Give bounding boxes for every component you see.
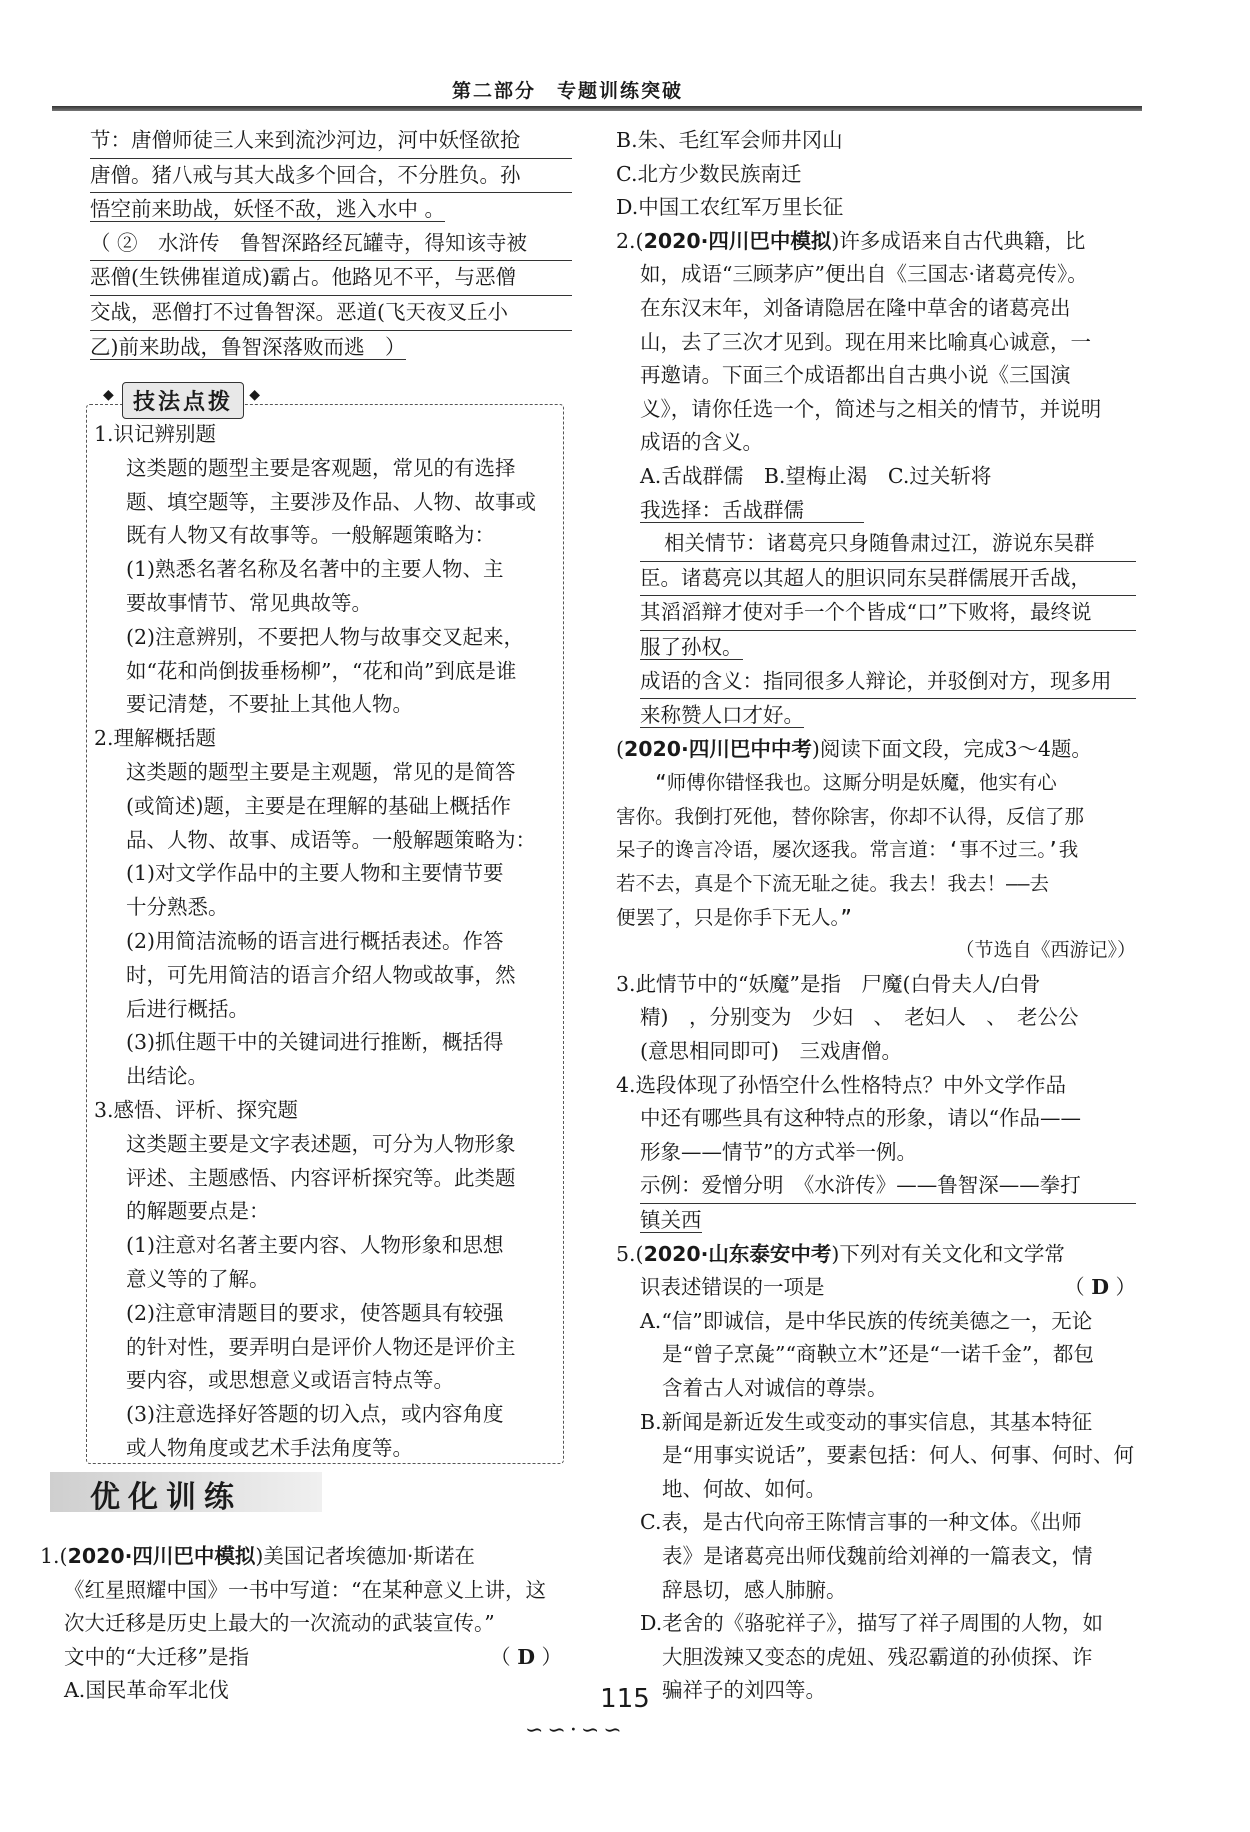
reading-line: 便罢了，只是你手下无人。” [616,905,852,929]
tips-line: 既有人物又有故事等。一般解题策略为： [126,523,495,548]
q1-source: 2020·四川巴中模拟 [67,1544,256,1568]
tips-title: ◆ 技法点拨 ◆ [122,382,244,419]
text-line: 乙)前来助战，鲁智深落败而逃 ） [90,334,406,359]
reading-passage [616,766,1136,934]
tips-line: 题、填空题等，主要涉及作品、人物、故事或 [126,489,536,514]
tips-line: 出结论。 [126,1064,208,1089]
reading-line: 若不去，真是个下流无耻之徒。我去！我去！——去 [616,872,1049,896]
tips-line: (1)熟悉名著名称及名著中的主要人物、主 [126,557,504,582]
tips-line: (2)用简洁流畅的语言进行概括表述。作答 [126,928,504,953]
tips-line: 这类题的题型主要是主观题，常见的是简答 [126,759,516,784]
tips-heading: 2.理解概括题 [94,726,217,751]
tips-line: 意义等的了解。 [126,1266,270,1291]
q2-line: 义》，请你任选一个，简述与之相关的情节，并说明 [640,396,1102,421]
q2-meaning-line: 成语的含义：指同很多人辩论，并驳倒对方，现多用 [616,665,1136,700]
q5-option-line: 大胆泼辣又变态的虎妞、残忍霸道的孙侦探、诈 [662,1644,1093,1669]
q5-option-line: 骗祥子的刘四等。 [662,1678,826,1703]
q5-option-line: 地、何故、如何。 [662,1476,826,1501]
q2-line: 如，成语“三顾茅庐”便出自《三国志·诸葛亮传》。 [640,262,1088,287]
q1-line: 文中的“大迁移”是指 （ D ） [64,1644,562,1669]
tips-line: 如“花和尚倒拔垂杨柳”，“花和尚”到底是谁 [126,658,517,683]
header-title: 第二部分 专题训练突破 [452,80,684,102]
tips-line: 评述、主题感悟、内容评析探究等。此类题 [126,1165,516,1190]
reading-line: “师傅你错怪我也。这厮分明是妖魔，他实有心 [655,771,1057,795]
text-line: 交战，恶僧打不过鲁智深。恶道(飞天夜叉丘小 [90,296,572,331]
q1-option: B.朱、毛红军会师井冈山 [616,128,843,152]
reading-intro: (2020·四川巴中中考)阅读下面文段，完成3～4题。 [616,736,1092,761]
q1-line: 次大迁移是历史上最大的一次流动的武装宣传。” [64,1611,495,1636]
q5-answer: D [1091,1275,1109,1300]
tips-line: (3)抓住题干中的关键词进行推断，概括得 [126,1030,504,1055]
text-line: 悟空前来助战，妖怪不敌，逃入水中 。 [90,197,446,222]
text-line: 节：唐僧师徒三人来到流沙河边，河中妖怪欲抢 [90,124,572,159]
q5-option-line: 表》是诸葛亮出师伐魏前给刘禅的一篇表文，情 [662,1543,1093,1568]
q1-line: 《红星照耀中国》一书中写道：“在某种意义上讲，这 [64,1577,546,1602]
q2-options: A.舌战群儒 B.望梅止渴 C.过关斩将 [640,463,992,488]
tips-line: 十分熟悉。 [126,895,229,920]
q5-option-line: B.新闻是新近发生或变动的事实信息，其基本特征 [640,1409,1093,1434]
q5-option-line: C.表，是古代向帝王陈情言事的一种文体。《出师 [640,1510,1082,1535]
q4-line: 形象——情节”的方式举一例。 [640,1139,917,1164]
left-top-answer [90,124,572,364]
q5-option-line: 是“用事实说话”，要素包括：何人、何事、何时、何 [662,1443,1134,1468]
tips-line: 要内容，或思想意义或语言特点等。 [126,1368,454,1393]
q1-option: D.中国工农红军万里长征 [616,195,844,220]
tips-heading: 1.识记辨别题 [94,422,217,446]
q2-choice: 我选择：舌战群儒 [616,494,1136,528]
q5-option-line: D.老舍的《骆驼祥子》，描写了祥子周围的人物，如 [640,1611,1103,1636]
q3-line: (意思相同即可) 三戏唐僧。 [640,1039,902,1064]
q2-plot-line: 服了孙权。 [640,634,743,659]
q4-line: 4.选段体现了孙悟空什么性格特点？中外文学作品 [616,1072,1067,1097]
q1-option: A.国民革命军北伐 [64,1678,229,1703]
q1-option: C.北方少数民族南迁 [616,161,802,186]
section-title: 优化训练 [90,1480,242,1515]
q3-line: 精) ，分别变为 少妇 、 老妇人 、 老公公 [640,1005,1079,1030]
tips-line: (2)注意辨别，不要把人物与故事交叉起来， [126,624,525,649]
q3-line: 3.此情节中的“妖魔”是指 尸魔(白骨夫人/白骨 [616,971,1041,996]
tips-line: 或人物角度或艺术手法角度等。 [126,1435,413,1460]
ornament-icon: ∽∽·∽∽ [525,1718,626,1743]
q5-line: 识表述错误的一项是 （ D ） [640,1275,1136,1300]
header-rule [52,106,1142,111]
tips-line: (2)注意审清题目的要求，使答题具有较强 [126,1300,504,1325]
tips-line: 这类题的题型主要是客观题，常见的有选择 [126,455,516,480]
q5-line: 5.(2020·山东泰安中考)下列对有关文化和文学常 [616,1241,1065,1266]
q2-source: 2020·四川巴中模拟 [643,228,832,253]
q2-plot-line: 相关情节：诸葛亮只身随鲁肃过江，游说东吴群 [616,527,1136,562]
q2-plot-line: 臣。诸葛亮以其超人的胆识同东吴群儒展开舌战， [616,562,1136,597]
tips-line: 后进行概括。 [126,996,249,1021]
page-number: 115 [600,1684,650,1714]
tips-line: 这类题主要是文字表述题，可分为人物形象 [126,1131,516,1156]
q2-meaning-line: 来称赞人口才好。 [640,703,804,728]
text-line: 唐僧。猪八戒与其大战多个回合，不分胜负。孙 [90,159,572,194]
reading-line: 呆子的谗言冷语，屡次逐我。常言道：‘事不过三。’我 [616,838,1079,862]
right-column [616,124,1136,1708]
tips-line: 品、人物、故事、成语等。一般解题策略为： [126,827,536,852]
q5-source: 2020·山东泰安中考 [643,1241,832,1266]
tips-line: (1)对文学作品中的主要人物和主要情节要 [126,861,504,886]
q5-option-line: A.“信”即诚信，是中华民族的传统美德之一，无论 [640,1308,1093,1333]
q5-option-line: 是“曾子烹彘”“商鞅立木”还是“一诺千金”，都包 [662,1342,1094,1367]
q1-line: 1.(2020·四川巴中模拟)美国记者埃德加·斯诺在 [40,1544,475,1568]
question-1 [40,1540,570,1708]
q4-line: 中还有哪些具有这种特点的形象，请以“作品—— [640,1106,1081,1131]
q4-answer-line: 示例：爱憎分明 《水浒传》——鲁智深——拳打 [616,1169,1136,1204]
q2-line: 成语的含义。 [640,430,763,455]
reading-line: 害你。我倒打死他，替你除害，你却不认得，反信了那 [616,804,1085,828]
tips-line: (3)注意选择好答题的切入点，或内容角度 [126,1402,504,1427]
text-line: （ ② 水浒传 鲁智深路经瓦罐寺，得知该寺被 [90,227,572,262]
text-line: 恶僧(生铁佛崔道成)霸占。他路见不平，与恶僧 [90,261,572,296]
tips-line: 时，可先用简洁的语言介绍人物或故事，然 [126,962,516,987]
q2-plot-line: 其滔滔辩才使对手一个个皆成“口”下败将，最终说 [616,596,1136,631]
q4-answer-line: 镇关西 [640,1208,702,1232]
tips-line: 的解题要点是： [126,1199,270,1224]
tips-line: (1)注意对名著主要内容、人物形象和思想 [126,1233,504,1258]
tips-line: 要故事情节、常见典故等。 [126,590,372,615]
tips-line: 要记清楚，不要扯上其他人物。 [126,692,413,717]
page-header [52,66,1142,110]
reading-source: 2020·四川巴中中考 [624,736,812,761]
q5-option-line: 含着古人对诚信的尊崇。 [662,1375,888,1400]
q2-line: 在东汉末年，刘备请隐居在隆中草舍的诸葛亮出 [640,295,1071,320]
tips-content [94,418,556,1466]
tips-line: 的针对性，要弄明白是评价人物还是评价主 [126,1334,516,1359]
reading-cite: （节选自《西游记》） [955,939,1136,962]
q2-line: 2.(2020·四川巴中模拟)许多成语来自古代典籍，比 [616,228,1086,253]
q1-answer: D [517,1644,535,1669]
q2-line: 再邀请。下面三个成语都出自古典小说《三国演 [640,363,1071,388]
tips-heading: 3.感悟、评析、探究题 [94,1097,299,1122]
q5-option-line: 辞恳切，感人肺腑。 [662,1577,847,1602]
tips-line: (或简述)题，主要是在理解的基础上概括作 [126,793,511,818]
q2-line: 山，去了三次才见到。现在用来比喻真心诚意，一 [640,329,1091,354]
